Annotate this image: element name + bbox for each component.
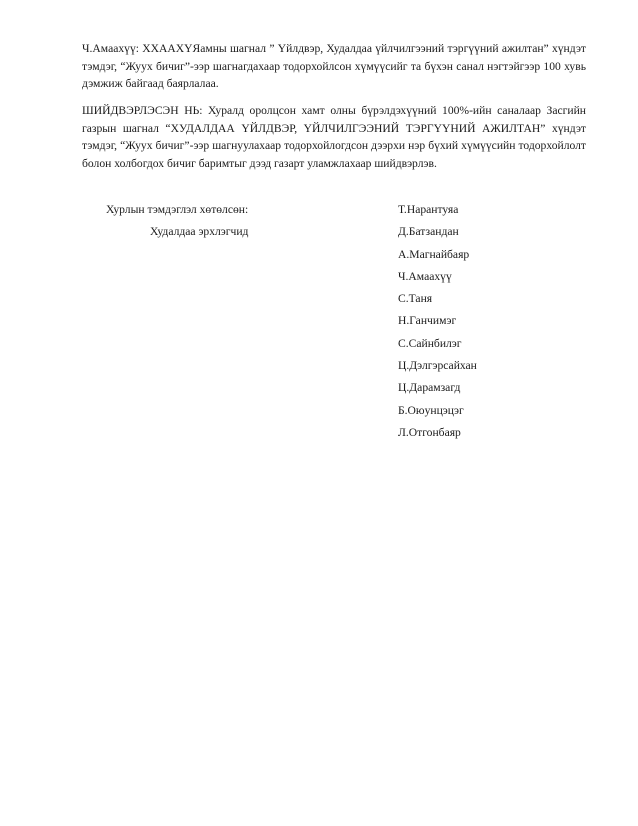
- signatory-name: Ч.Амаахүү: [398, 269, 452, 283]
- signatory-list: [398, 202, 477, 447]
- signatory-name: Т.Нарантуяа: [398, 203, 459, 216]
- signatory-name: А.Магнайбаяр: [398, 247, 470, 261]
- signatory-name: Ц.Дэлгэрсайхан: [398, 359, 477, 373]
- signatory-name: Н.Ганчимэг: [398, 314, 457, 328]
- signatory-name: Б.Оюунцэцэг: [398, 403, 464, 417]
- signature-role: Худалдаа эрхлэгчид: [150, 225, 249, 238]
- paragraph-decision: ШИЙДВЭРЛЭСЭН НЬ: Хуралд оролцсон хамт олны бүрэлдэхүүний 100%-ийн саналаар Засгийн газрын шагнал “ХУДАЛДАА ҮЙЛДВЭР, ҮЙЛЧИЛГЭЭНИЙ ТЭРГҮҮНИЙ АЖИЛТАН” хүндэт тэмдэг, “Жуух бичиг”-ээр шагнуулахаар тодорхойлогдсон дээрхи нэр бүхий хүмүүсийн тодорхойлолт болон холбогдох бичиг баримтыг дээд газарт уламжлахаар шийдвэрлэв.: [82, 104, 586, 170]
- signature-title: Хурлын тэмдэглэл хөтөлсөн:: [106, 203, 249, 216]
- paragraph-thanks: Ч.Амаахүү: ХХААХҮЯамны шагнал ” Үйлдвэр, Худалдаа үйлчилгээний тэргүүний ажилтан” хүндэт тэмдэг, “Жуух бичиг”-ээр шагнагдахаар тодорхойлсон хүмүүсийг та бүхэн санал нэгтэйгээр 100 хувь дэмжиж байгаад баярлалаа.: [82, 42, 586, 90]
- signatory-name: Л.Отгонбаяр: [398, 425, 461, 439]
- signatory-name: Д.Батзандан: [398, 225, 459, 239]
- signatory-name: С.Сайнбилэг: [398, 336, 462, 350]
- signatory-name: С.Таня: [398, 292, 433, 306]
- signatory-name: Ц.Дарамзагд: [398, 381, 461, 395]
